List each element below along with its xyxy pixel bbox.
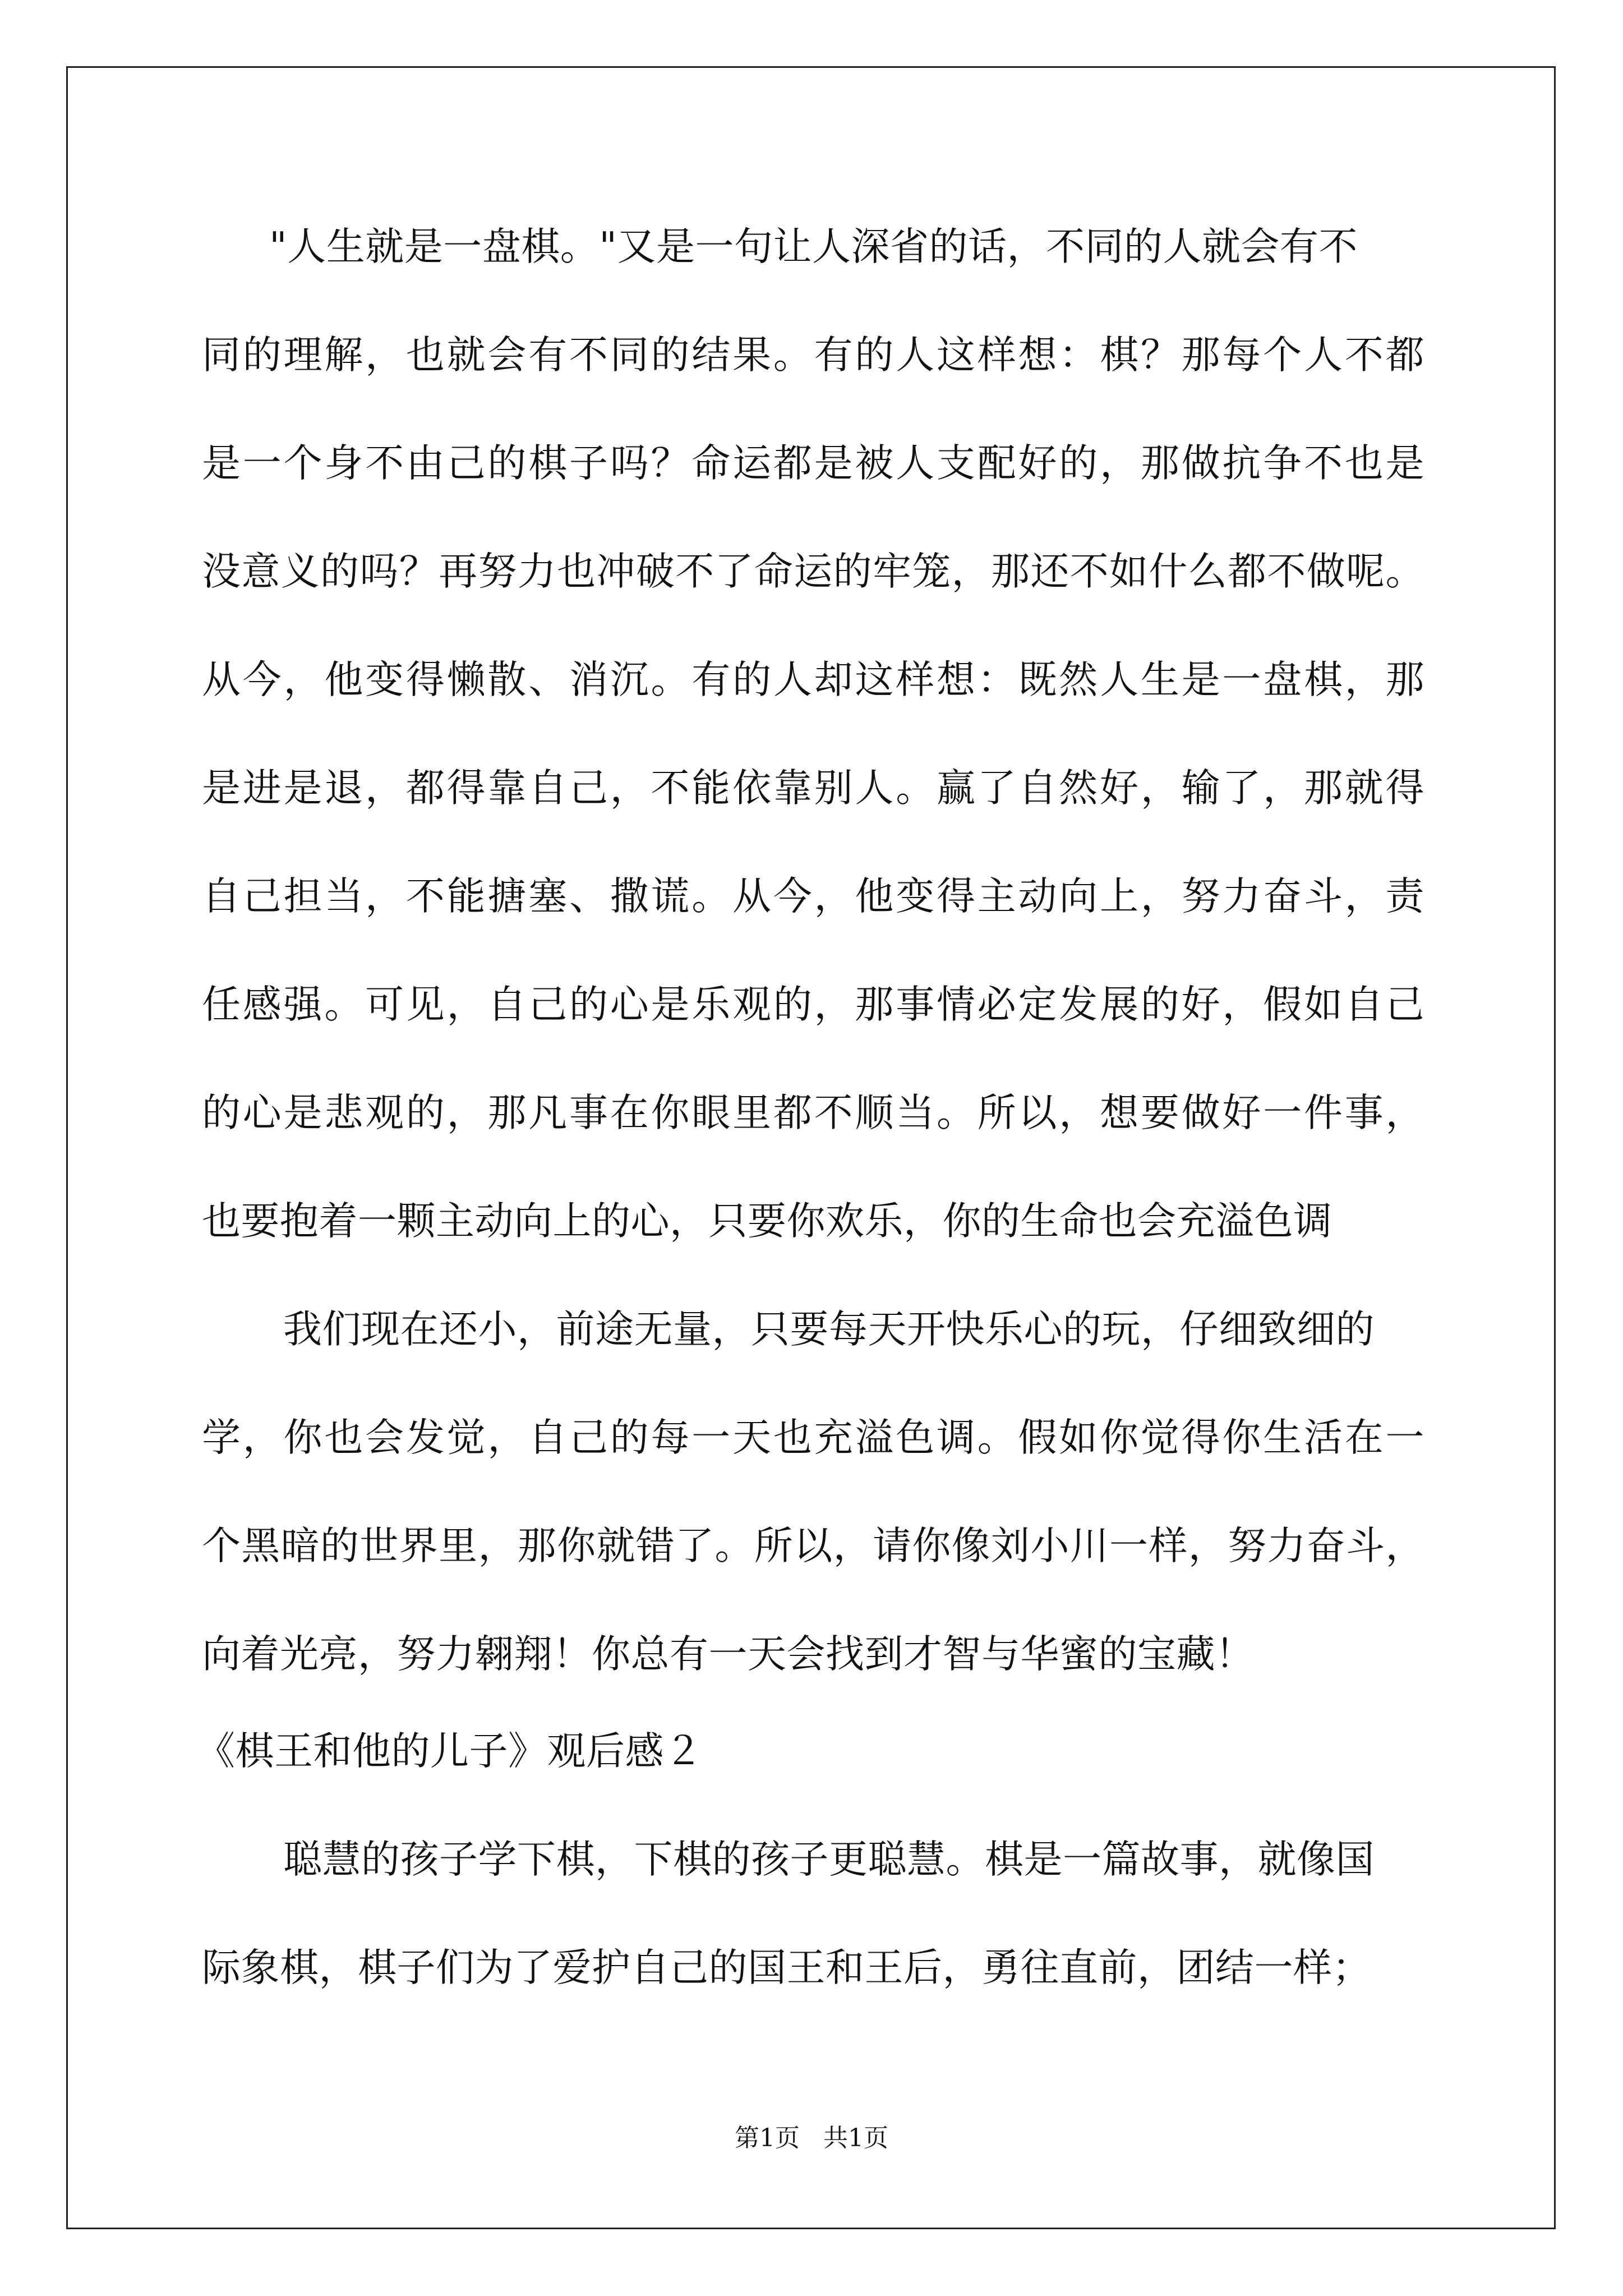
page-number-label: 第1页 共1页 [735, 2124, 888, 2152]
paragraph-1-line-4: 没意义的吗？再努力也冲破不了命运的牢笼，那还不如什么都不做呢。 [202, 549, 1424, 594]
page-border [66, 66, 1556, 2229]
paragraph-1-line-3: 是一个身不由己的棋子吗？命运都是被人支配好的，那做抗争不也是 [202, 441, 1424, 486]
paragraph-1-line-1: "人生就是一盘棋。"又是一句让人深省的话，不同的人就会有不 [269, 224, 1358, 269]
paragraph-3-line-1: 聪慧的孩子学下棋，下棋的孩子更聪慧。棋是一篇故事，就像国 [283, 1837, 1375, 1882]
paragraph-2-line-3: 个黑暗的世界里，那你就错了。所以，请你像刘小川一样，努力奋斗， [202, 1524, 1424, 1568]
paragraph-1-line-9: 的心是悲观的，那凡事在你眼里都不顺当。所以，想要做好一件事， [202, 1091, 1424, 1135]
paragraph-1-line-5: 从今，他变得懒散、消沉。有的人却这样想：既然人生是一盘棋，那 [202, 657, 1424, 702]
paragraph-2-line-2: 学，你也会发觉，自己的每一天也充溢色调。假如你觉得你生活在一 [202, 1415, 1424, 1460]
page-footer [0, 2122, 1623, 2155]
paragraph-1-line-8: 任感强。可见，自己的心是乐观的，那事情必定发展的好，假如自己 [202, 982, 1424, 1027]
section-heading: 《棋王和他的儿子》观后感２ [196, 1729, 703, 1774]
paragraph-2-line-1: 我们现在还小，前途无量，只要每天开快乐心的玩，仔细致细的 [283, 1307, 1375, 1352]
paragraph-2-line-4: 向着光亮，努力翱翔！你总有一天会找到才智与华蜜的宝藏！ [202, 1632, 1255, 1677]
paragraph-1-line-6: 是进是退，都得靠自己，不能依靠别人。赢了自然好，输了，那就得 [202, 766, 1424, 811]
paragraph-1-line-2: 同的理解，也就会有不同的结果。有的人这样想：棋？那每个人不都 [202, 333, 1424, 378]
paragraph-1-line-10: 也要抱着一颗主动向上的心，只要你欢乐，你的生命也会充溢色调 [202, 1199, 1332, 1244]
paragraph-1-line-7: 自己担当，不能搪塞、撒谎。从今，他变得主动向上，努力奋斗，责 [202, 874, 1424, 919]
paragraph-3-line-2: 际象棋，棋子们为了爱护自己的国王和王后，勇往直前，团结一样； [202, 1945, 1371, 1990]
